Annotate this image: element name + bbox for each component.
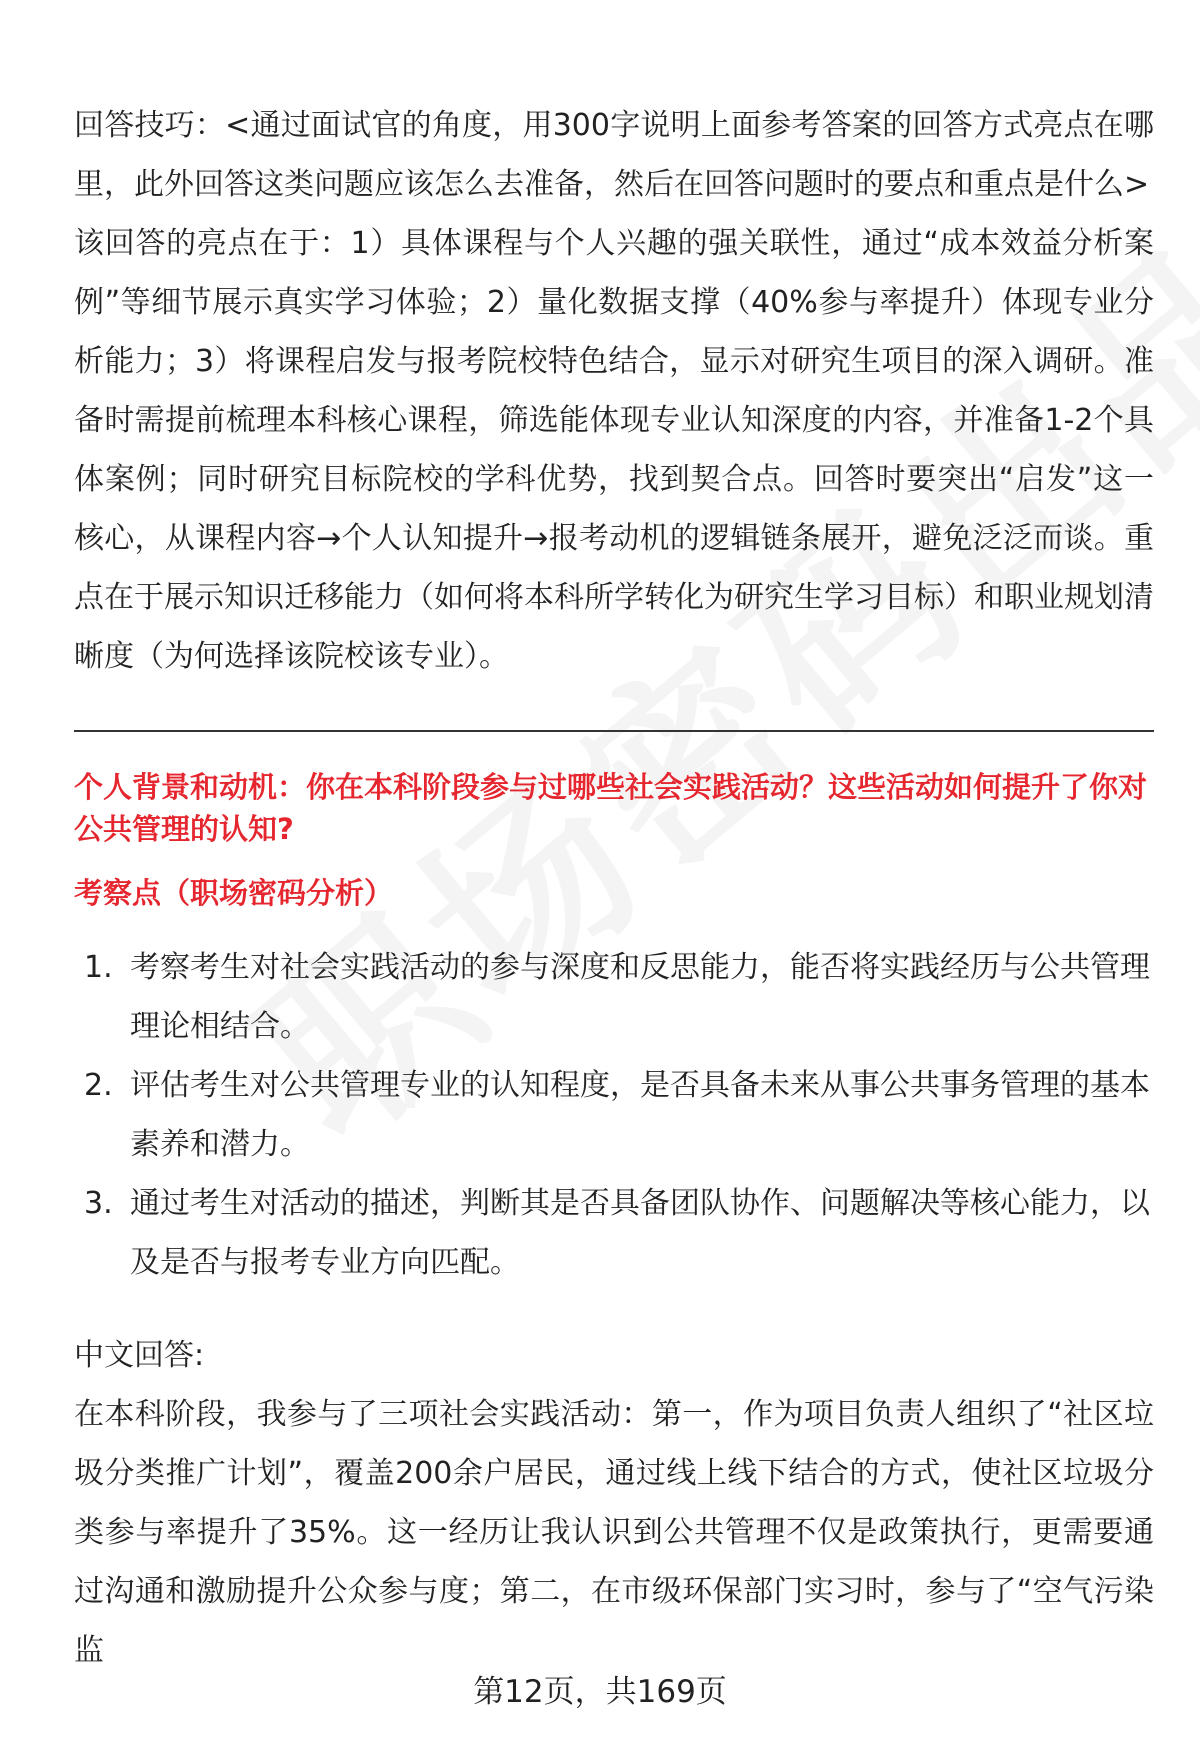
- list-item: [74, 1174, 1154, 1292]
- interview-question: 个人背景和动机：你在本科阶段参与过哪些社会实践活动？这些活动如何提升了你对公共管理的认知?: [74, 770, 1148, 846]
- list-item-number: 1.: [84, 950, 113, 985]
- list-item: [74, 1056, 1154, 1174]
- tips-paragraph: 回答技巧：<通过面试官的角度，用300字说明上面参考答案的回答方式亮点在哪里，此外回答这类问题应该怎么去准备，然后在回答问题时的要点和重点是什么>: [74, 108, 1154, 202]
- chinese-answer-text: 在本科阶段，我参与了三项社会实践活动：第一，作为项目负责人组织了“社区垃圾分类推广计划”，覆盖200余户居民，通过线上线下结合的方式，使社区垃圾分类参与率提升了35%。这一经历让我认识到公共管理不仅是政策执行，更需要通过沟通和激励提升公众参与度；第二，在市级环保部门实习时，参与了“空气污染监: [74, 1397, 1154, 1668]
- list-item-text: 评估考生对公共管理专业的认知程度，是否具备未来从事公共事务管理的基本素养和潜力。: [130, 1068, 1150, 1162]
- section-divider: [74, 730, 1154, 732]
- page-content: [74, 96, 1154, 1680]
- list-item: [74, 938, 1154, 1056]
- assessment-points-heading: 考察点（职场密码分析）: [74, 876, 394, 910]
- list-item-text: 通过考生对活动的描述，判断其是否具备团队协作、问题解决等核心能力，以及是否与报考专业方向匹配。: [130, 1186, 1150, 1280]
- list-item-text: 考察考生对社会实践活动的参与深度和反思能力，能否将实践经历与公共管理理论相结合。: [130, 950, 1150, 1044]
- list-item-number: 2.: [84, 1068, 113, 1103]
- list-item-number: 3.: [84, 1186, 113, 1221]
- page-number-footer: 第12页，共169页: [473, 1674, 727, 1710]
- chinese-answer-label: 中文回答:: [74, 1338, 205, 1373]
- highlight-answer-paragraph: 该回答的亮点在于：1）具体课程与个人兴趣的强关联性，通过“成本效益分析案例”等细节展示真实学习体验；2）量化数据支撑（40%参与率提升）体现专业分析能力；3）将课程启发与报考院校特色结合，显示对研究生项目的深入调研。准备时需提前梳理本科核心课程，筛选能体现专业认知深度的内容，并准备1-2个具体案例；同时研究目标院校的学科优势，找到契合点。回答时要突出“启发”这一核心，从课程内容→个人认知提升→报考动机的逻辑链条展开，避免泛泛而谈。重点在于展示知识迁移能力（如何将本科所学转化为研究生学习目标）和职业规划清晰度（为何选择该院校该专业）。: [74, 226, 1154, 674]
- assessment-points-list: [74, 938, 1154, 1292]
